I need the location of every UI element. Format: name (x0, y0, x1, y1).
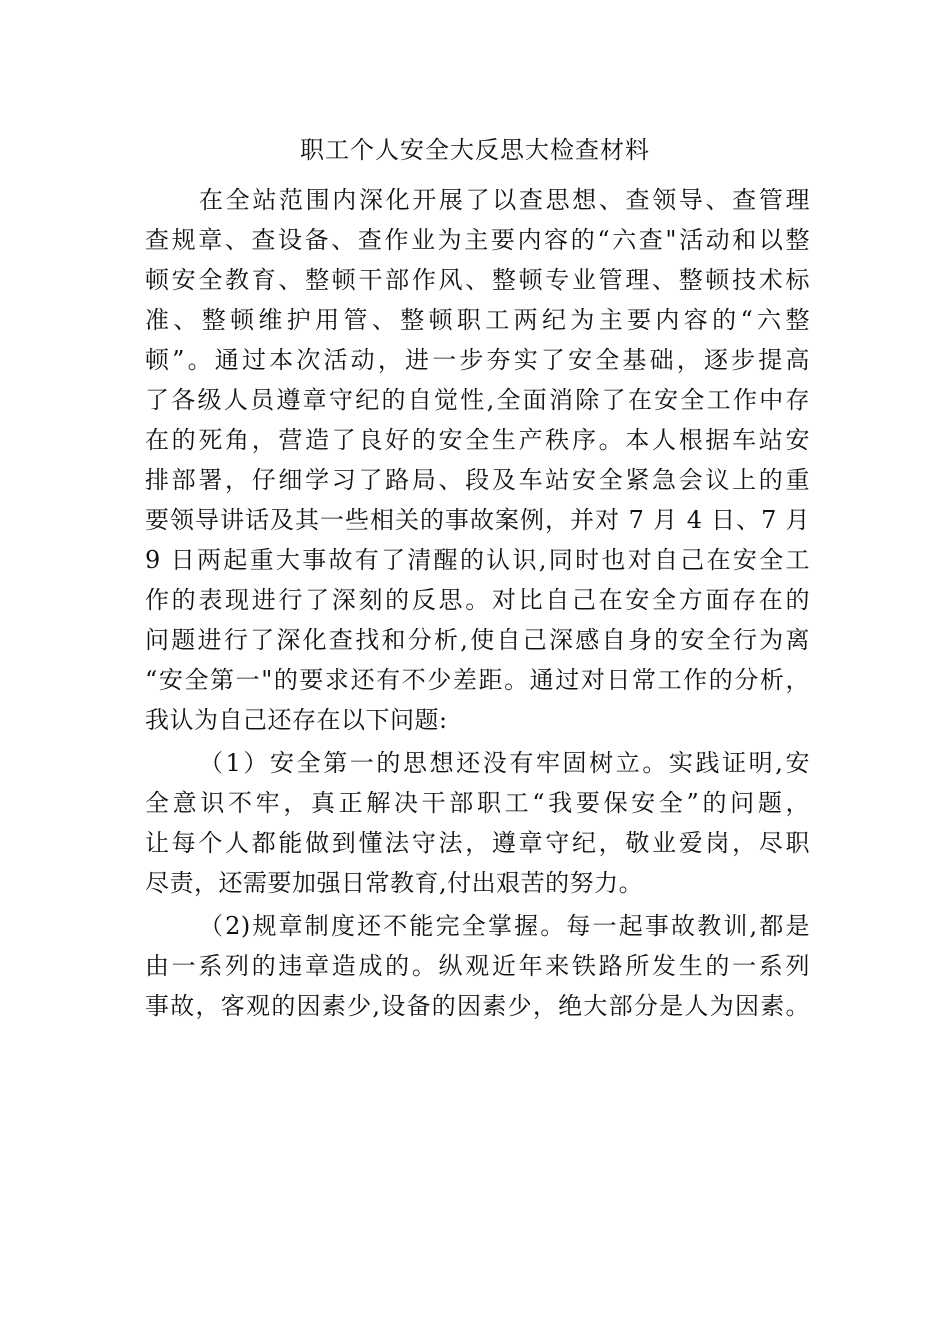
paragraph-line: 让每个人都能做到懂法守法，遵章守纪，敬业爱岗，尽职 (145, 829, 810, 857)
paragraph-line: 在的死角，营造了良好的安全生产秩序。本人根据车站安 (145, 426, 810, 454)
paragraph-line: “安全第一"的要求还有不少差距。通过对日常工作的分析， (145, 666, 810, 694)
paragraph-line: 全意识不牢，真正解决干部职工“我要保安全”的问题， (145, 789, 810, 817)
paragraph-line: 要领导讲话及其一些相关的事故案例，并对 7 月 4 日、7 月 (145, 506, 810, 534)
paragraph-line: （1）安全第一的思想还没有牢固树立。实践证明,安 (199, 749, 810, 777)
paragraph-line: 事故，客观的因素少,设备的因素少，绝大部分是人为因素。 (145, 992, 810, 1020)
paragraph-line: 查规章、查设备、查作业为主要内容的“六查"活动和以整 (145, 226, 810, 254)
paragraph-line: 由一系列的违章造成的。纵观近年来铁路所发生的一系列 (145, 952, 810, 980)
paragraph-line: 尽责，还需要加强日常教育,付出艰苦的努力。 (145, 869, 644, 897)
paragraph-line: 9 日两起重大事故有了清醒的认识,同时也对自己在安全工 (145, 546, 810, 574)
paragraph-line: 顿安全教育、整顿干部作风、整顿专业管理、整顿技术标 (145, 266, 810, 294)
paragraph-line: 作的表现进行了深刻的反思。对比自己在安全方面存在的 (145, 586, 810, 614)
paragraph-line: 我认为自己还存在以下问题: (145, 706, 448, 734)
paragraph-line: 排部署，仔细学习了路局、段及车站安全紧急会议上的重 (145, 466, 810, 494)
paragraph-line: 在全站范围内深化开展了以查思想、查领导、查管理 (199, 186, 810, 214)
paragraph-line: （2)规章制度还不能完全掌握。每一起事故教训,都是 (199, 912, 810, 940)
paragraph-line: 了各级人员遵章守纪的自觉性,全面消除了在安全工作中存 (145, 386, 810, 414)
paragraph-line: 准、整顿维护用管、整顿职工两纪为主要内容的“六整 (145, 306, 810, 334)
paragraph-line: 问题进行了深化查找和分析,使自己深感自身的安全行为离 (145, 626, 810, 654)
document-body (145, 180, 810, 1026)
document-title: 职工个人安全大反思大检查材料 (300, 136, 650, 164)
paragraph-line: 顿”。通过本次活动，进一步夯实了安全基础，逐步提高 (145, 346, 810, 374)
